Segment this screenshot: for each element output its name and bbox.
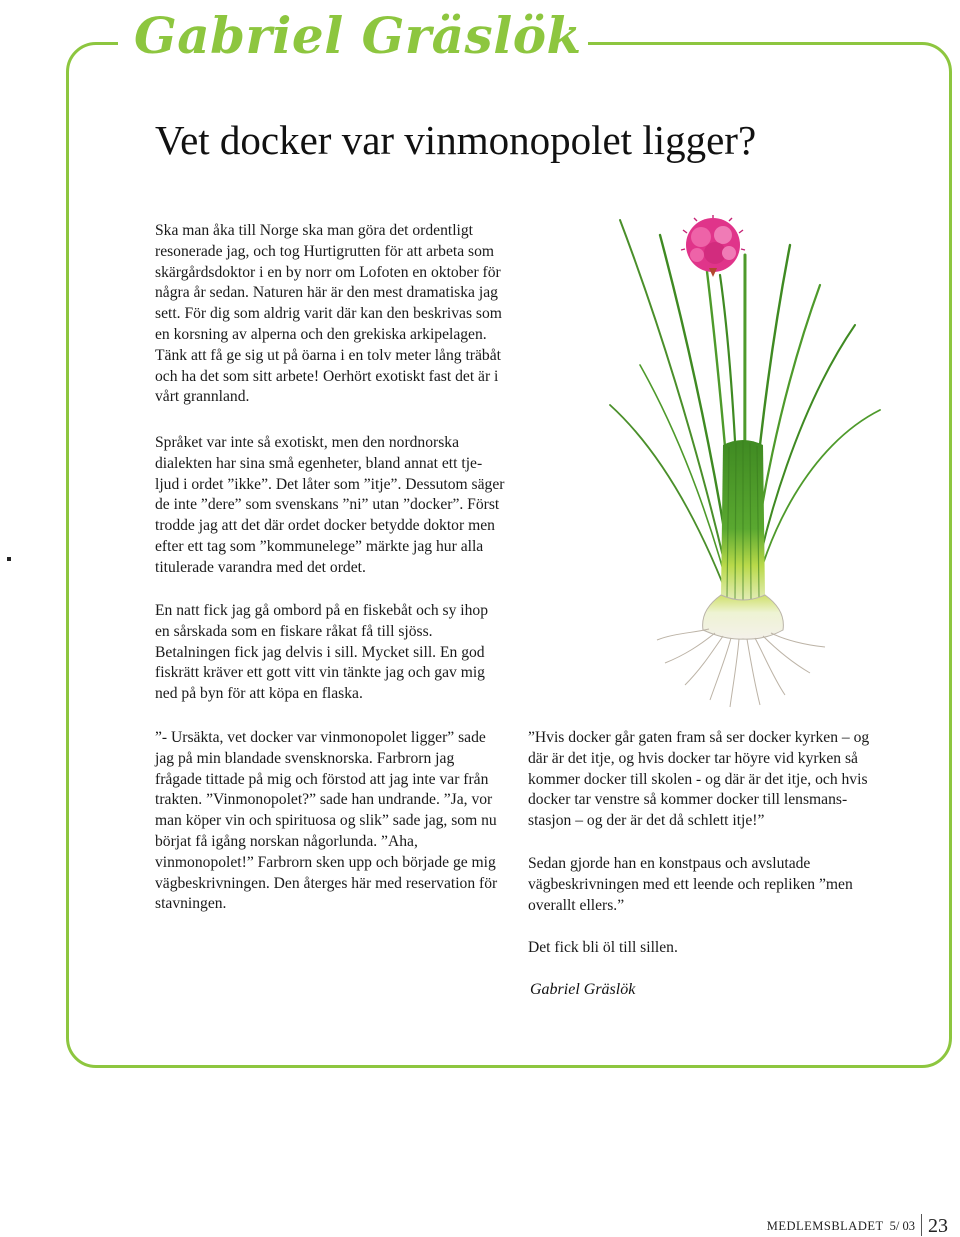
article-paragraph-1: Ska man åka till Norge ska man göra det ordentligt resonerade jag, och tog Hurtigrutten för att arbeta som skärgårdsdoktor i en by norr om Lofoten en oktober för några år sedan. Naturen här är den mest dramatiska jag sett. För dig som aldrig varit där kan den beskrivas som en korsning av alperna och den grekiska arkipelagen. Tänk att få ge sig ut på öarna i en tolv meter lång träbåt och ha det som sitt arbete! Oerhört exotiskt fast det är i vårt grannland. <box>155 222 502 406</box>
chive-flower <box>681 215 745 277</box>
article-paragraph-6: Sedan gjorde han en konstpaus och avslutade vägbeskrivningen med ett leende och repliken ”men overallt ellers.” <box>528 855 853 914</box>
author-signature: Gabriel Gräslök <box>530 981 636 998</box>
page-number: 23 <box>928 1215 948 1237</box>
page-footer <box>767 1214 948 1236</box>
chive-illustration <box>605 215 885 715</box>
magazine-title: Gabriel Gräslök <box>134 6 582 65</box>
chive-roots <box>657 629 825 707</box>
footer-divider <box>921 1214 922 1236</box>
issue-number: 5/ 03 <box>889 1219 915 1233</box>
article-headline: Vet docker var vinmonopolet ligger? <box>155 117 757 163</box>
article-paragraph-3: En natt fick jag gå ombord på en fiskebåt och sy ihop en sårskada som en fiskare råkat få till sjöss. Betalningen fick jag delvis i sill. Mycket sill. En god fiskrätt kräver ett gott vitt vin tänkte jag och gav mig ned på byn för att köpa en flaska. <box>155 602 489 703</box>
article-paragraph-5: ”Hvis docker går gaten fram så ser docker kyrken – og där är det itje, og hvis docker tar höyre vid kyrken så kommer docker till skolen - og där är det itje, och hvis docker tar venstre så kommer docker till lensmans-stasjon – og der är det då schlett itje!” <box>528 729 870 830</box>
margin-mark <box>7 557 11 561</box>
publication-name: MEDLEMSBLADET <box>766 1219 884 1233</box>
article-paragraph-2: Språket var inte så exotiskt, men den nordnorska dialekten har sina små egenheter, bland annat ett tje-ljud i ordet ”ikke”. Det låter som ”itje”. Dessutom säger de inte ”dere” som svenskans ”ni” utan ”docker”. Först trodde jag att det där ordet docker betydde doktor men efter ett tag som ”kommunelege” märkte jag hur alla titulerade varandra med det ordet. <box>155 434 505 576</box>
article-paragraph-7: Det fick bli öl till sillen. <box>528 939 678 956</box>
chive-bulb <box>703 595 784 639</box>
article-paragraph-4: ”- Ursäkta, vet docker var vinmonopolet ligger” sade jag på min blandade svensknorska. Farbrorn jag frågade tittade på mig och förstod att jag inte var från trakten. ”Vinmonopolet?” sade han undrande. ”Ja, vor man köper vin och spirituosa og slik” sade jag, som nu börjat få igång norskan någorlunda. ”Aha, vinmonopolet!” Farbrorn sken upp och började ge mig vägbeskrivningen. Den återges här med reservation för stavningen. <box>155 729 498 913</box>
